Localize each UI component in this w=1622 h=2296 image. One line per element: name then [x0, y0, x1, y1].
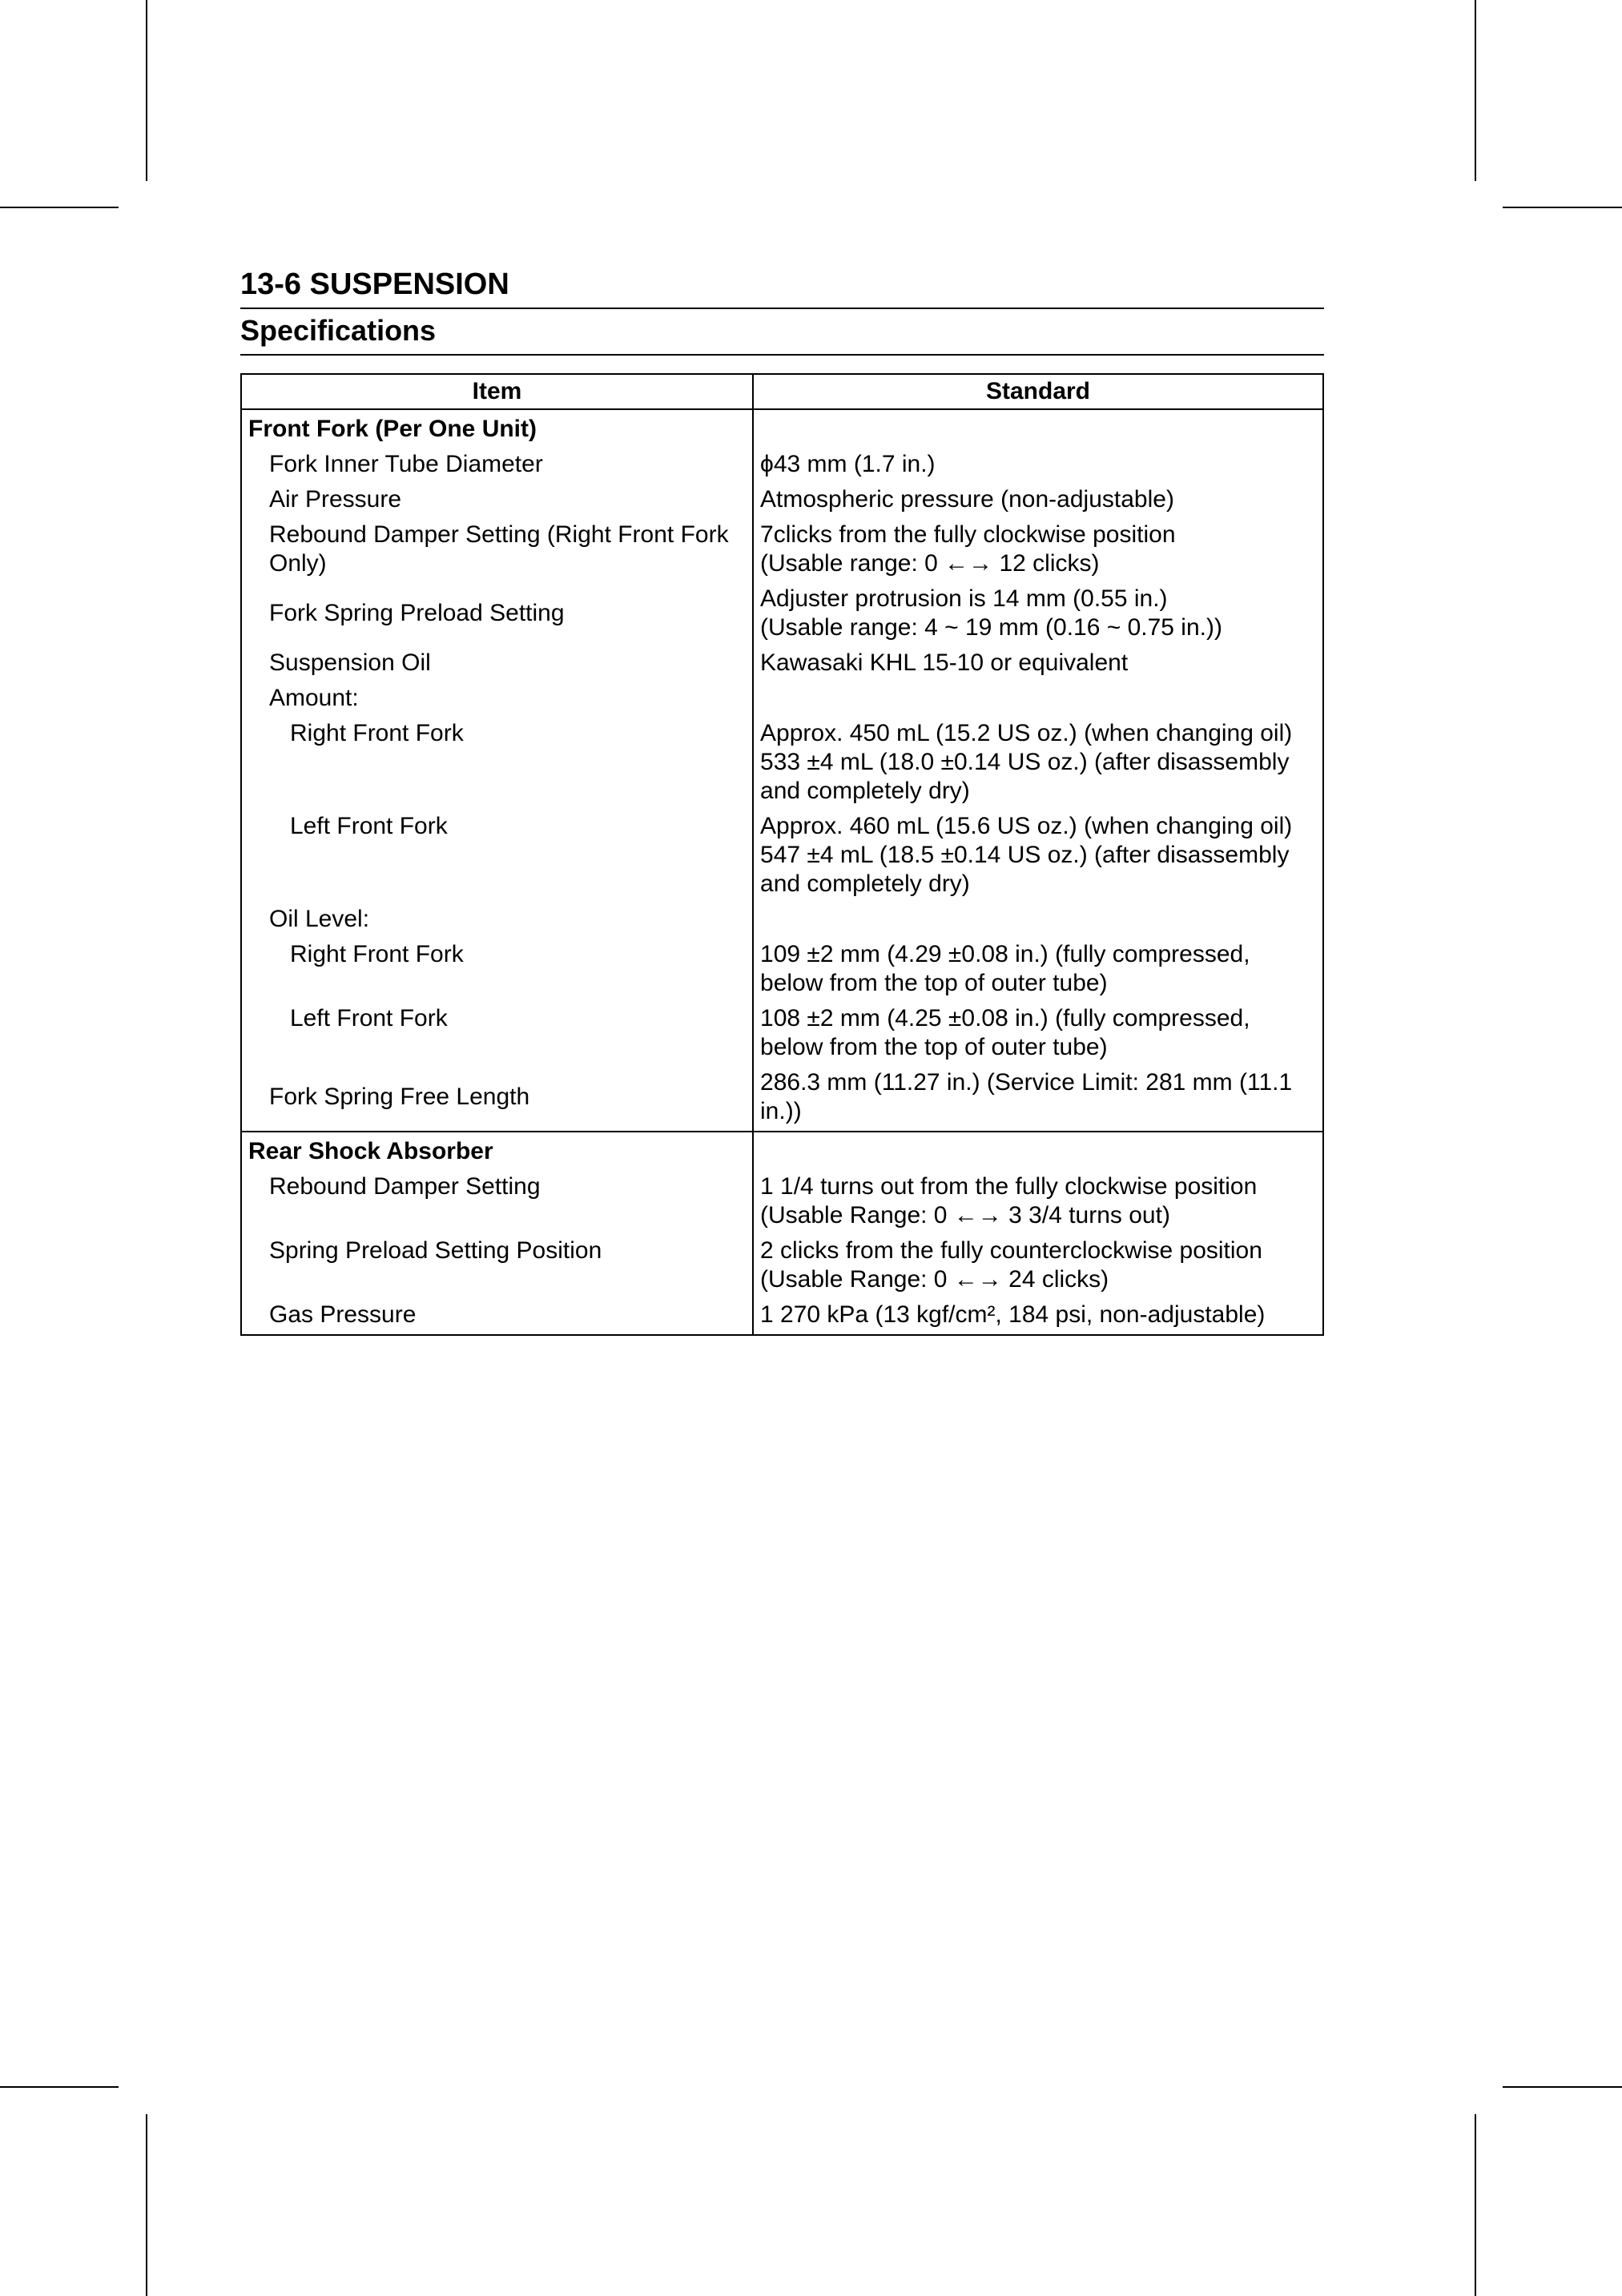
table-header-row [241, 374, 1323, 409]
standard-value: (Usable range: 0 ←→ 12 clicks) [760, 550, 1100, 577]
item-label: Left Front Fork [290, 813, 448, 839]
standard-value: Approx. 460 mL (15.6 US oz.) (when changing oil) [760, 813, 1293, 839]
table-row [241, 1297, 1323, 1335]
standard-value: 533 ±4 mL (18.0 ±0.14 US oz.) (after disassembly and completely dry) [760, 749, 1290, 804]
table-row [241, 517, 1323, 581]
crop-mark-top-right-vertical [1475, 0, 1476, 181]
standard-value: (Usable Range: 0 ←→ 3 3/4 turns out) [760, 1202, 1170, 1228]
standard-value: Atmospheric pressure (non-adjustable) [753, 482, 1323, 517]
item-label: Fork Spring Preload Setting [269, 600, 565, 626]
table-row [241, 1233, 1323, 1297]
standard-value: ϕ43 mm (1.7 in.) [753, 447, 1323, 482]
item-label: Oil Level: [269, 906, 370, 932]
standard-value: (Usable Range: 0 ←→ 24 clicks) [760, 1266, 1109, 1293]
column-header-standard: Standard [753, 374, 1323, 409]
standard-value: 286.3 mm (11.27 in.) (Service Limit: 281 mm (11.1 in.)) [753, 1065, 1323, 1132]
crop-mark-bottom-left-vertical [146, 2114, 147, 2296]
item-label: Right Front Fork [290, 720, 464, 746]
crop-mark-bottom-left-horizontal [0, 2086, 119, 2088]
standard-value: 7clicks from the fully clockwise position [760, 521, 1176, 548]
specifications-table [240, 373, 1324, 1336]
item-label: Right Front Fork [290, 941, 464, 967]
item-label: Rebound Damper Setting (Right Front Fork Only) [269, 521, 729, 577]
table-row [241, 1169, 1323, 1233]
table-row [241, 716, 1323, 809]
section-title: Specifications [240, 309, 1324, 356]
item-label: Amount: [269, 685, 359, 711]
standard-value: 108 ±2 mm (4.25 ±0.08 in.) (fully compressed, below from the top of outer tube) [753, 1001, 1323, 1065]
crop-mark-bottom-right-horizontal [1503, 2086, 1622, 2088]
table-row [241, 937, 1323, 1001]
item-label: Fork Inner Tube Diameter [269, 451, 543, 477]
standard-value: 1 1/4 turns out from the fully clockwise position [760, 1173, 1258, 1200]
table-row [241, 581, 1323, 645]
standard-value: 109 ±2 mm (4.29 ±0.08 in.) (fully compressed, below from the top of outer tube) [753, 937, 1323, 1001]
crop-mark-top-left-horizontal [0, 207, 119, 208]
standard-value: Kawasaki KHL 15-10 or equivalent [753, 645, 1323, 681]
item-label: Air Pressure [269, 486, 402, 513]
standard-value: 1 270 kPa (13 kgf/cm², 184 psi, non-adjustable) [753, 1297, 1323, 1335]
table-row [241, 447, 1323, 482]
table-row [241, 409, 1323, 447]
table-row [241, 681, 1323, 716]
crop-mark-top-right-horizontal [1503, 207, 1622, 208]
standard-value: Adjuster protrusion is 14 mm (0.55 in.) [760, 585, 1168, 612]
standard-value: 2 clicks from the fully counterclockwise position [760, 1237, 1262, 1264]
crop-mark-top-left-vertical [146, 0, 147, 181]
item-label: Gas Pressure [269, 1301, 417, 1328]
table-row [241, 645, 1323, 681]
standard-value: Approx. 450 mL (15.2 US oz.) (when changing oil) [760, 720, 1293, 746]
table-row [241, 1132, 1323, 1169]
page-title: 13-6 SUSPENSION [240, 264, 1324, 309]
group-heading-front-fork: Front Fork (Per One Unit) [241, 409, 753, 447]
group-heading-rear-shock: Rear Shock Absorber [241, 1132, 753, 1169]
column-header-item: Item [241, 374, 753, 409]
standard-value: 547 ±4 mL (18.5 ±0.14 US oz.) (after disassembly and completely dry) [760, 842, 1290, 897]
table-row [241, 1065, 1323, 1132]
table-row [241, 482, 1323, 517]
item-label: Left Front Fork [290, 1005, 448, 1031]
page-content [240, 264, 1324, 1336]
item-label: Fork Spring Free Length [269, 1084, 530, 1110]
table-row [241, 902, 1323, 937]
crop-mark-bottom-right-vertical [1475, 2114, 1476, 2296]
item-label: Spring Preload Setting Position [269, 1237, 602, 1264]
item-label: Rebound Damper Setting [269, 1173, 541, 1200]
item-label: Suspension Oil [269, 649, 431, 676]
standard-value: (Usable range: 4 ~ 19 mm (0.16 ~ 0.75 in.)) [760, 614, 1222, 641]
table-row [241, 1001, 1323, 1065]
table-row [241, 809, 1323, 902]
